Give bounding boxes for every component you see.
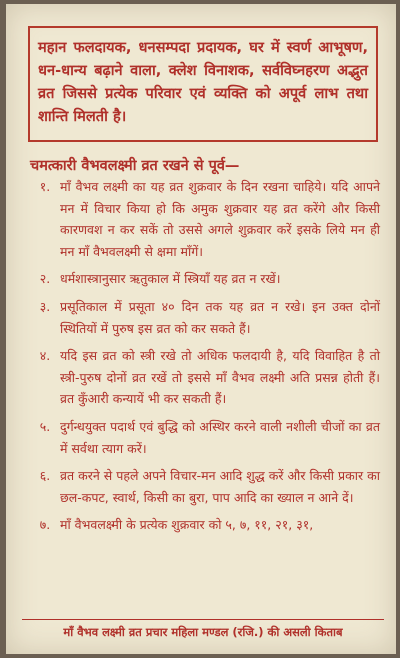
list-item [30,514,380,536]
item-text: प्रसूतिकाल में प्रसूता ४० दिन तक यह व्रत न रखे। इन उक्त दोनों स्थितियों में पुरुष इस व्रत को कर सकते हैं। [60,298,380,336]
list-item [30,416,380,459]
document-page [6,4,396,654]
item-text: माँ वैभव लक्ष्मी का यह व्रत शुक्रवार के दिन रखना चाहिये। यदि आपने मन में विचार किया हो कि अमुक शुक्रवार यह व्रत करेंगे और किसी कारणवश न कर सकें तो उससे अगले शुक्रवार करें इसके लिये मन ही मन माँ वैभवलक्ष्मी से क्षमा माँगें। [60,179,380,259]
item-number: ५. [39,418,51,434]
item-text: व्रत करने से पहले अपने विचार-मन आदि शुद्ध करें और किसी प्रकार का छल-कपट, स्वार्थ, किसी का बुरा, पाप आदि का ख्याल न आने दें। [60,468,380,505]
list-item [30,268,380,290]
item-number: ३. [39,298,51,314]
item-text: धर्मशास्त्रानुसार ऋतुकाल में स्त्रियाँ यह व्रत न रखें। [60,271,281,287]
item-text: यदि इस व्रत को स्त्री रखे तो अधिक फलदायी है, यदि विवाहित है तो स्त्री-पुरुष दोनों व्रत रखें तो इससे माँ वैभव लक्ष्मी अति प्रसन्न होती हैं। व्रत कुँआरी कन्यायें भी कर सकती हैं। [60,348,380,407]
list-item [30,296,380,339]
list-item [30,465,380,508]
intro-box [28,26,378,142]
item-number: ४. [39,348,51,364]
instruction-list [30,176,380,542]
item-number: १. [39,179,51,194]
list-item [30,345,380,410]
intro-text: महान फलदायक, धनसम्पदा प्रदायक, घर में स्वर्ण आभूषण, धन-धान्य बढ़ाने वाला, क्लेश विनाशक, सर्वविघ्नहरण अद्भुत व्रत जिससे प्रत्येक परिवार एवं व्यक्ति को अपूर्व लाभ तथा शान्ति मिलती है। [38,39,368,125]
section-heading: चमत्कारी वैभवलक्ष्मी व्रत रखने से पूर्व— [30,158,240,174]
item-number: ७. [39,517,51,533]
item-text: माँ वैभवलक्ष्मी के प्रत्येक शुक्रवार को ५, ७, ११, २१, ३१, [60,517,314,533]
list-item [30,176,380,262]
footer-caption: माँ वैभव लक्ष्मी व्रत प्रचार महिला मण्डल (रजि.) की असली किताब [22,619,384,642]
item-number: २. [39,271,51,287]
item-number: ६. [39,468,51,484]
item-text: दुर्गन्धयुक्त पदार्थ एवं बुद्धि को अस्थिर करने वाली नशीली चीजों का व्रत में सर्वथा त्याग करें। [60,418,380,456]
